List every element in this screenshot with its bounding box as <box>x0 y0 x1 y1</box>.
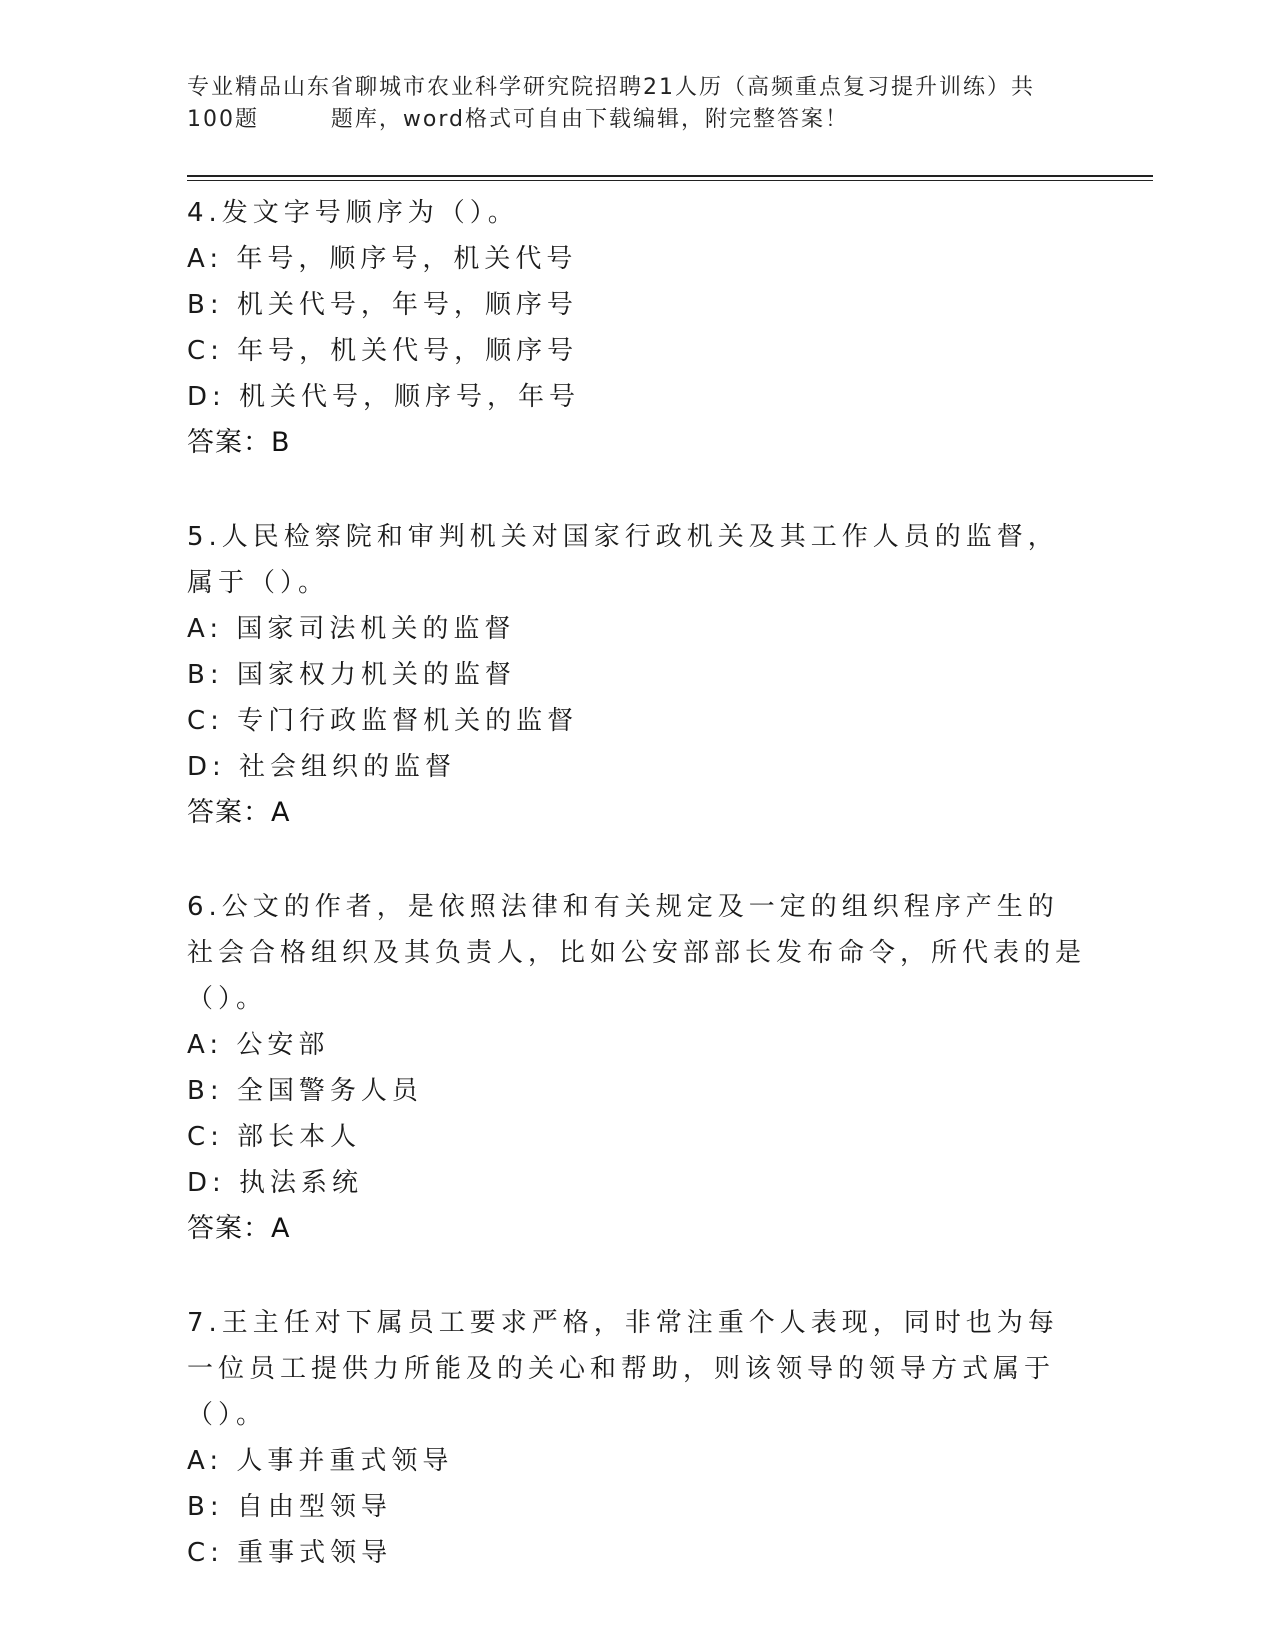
answer-line: 答案：A <box>187 1213 291 1244</box>
question-6 <box>187 884 1087 1252</box>
answer-line: 答案：A <box>187 797 291 828</box>
question-stem: 7.王主任对下属员工要求严格，非常注重个人表现，同时也为每一位员工提供力所能及的关心和帮助，则该领导的领导方式属于（）。 <box>187 1308 1059 1430</box>
document-header <box>187 72 1087 136</box>
option-a: A: 公安部 <box>187 1030 330 1060</box>
option-a: A: 国家司法机关的监督 <box>187 614 516 644</box>
question-list <box>187 190 1087 1624</box>
question-5 <box>187 514 1087 836</box>
option-c: C: 年号，机关代号，顺序号 <box>187 336 579 366</box>
option-c: C: 部长本人 <box>187 1122 362 1152</box>
header-title-line-2: 100题 题库，word格式可自由下载编辑，附完整答案！ <box>187 107 850 132</box>
question-stem: 6.公文的作者，是依照法律和有关规定及一定的组织程序产生的社会合格组织及其负责人，比如公安部部长发布命令，所代表的是（）。 <box>187 892 1087 1014</box>
option-a: A: 人事并重式领导 <box>187 1446 454 1476</box>
option-c: C: 专门行政监督机关的监督 <box>187 706 579 736</box>
answer-line: 答案：B <box>187 427 291 458</box>
question-stem: 4.发文字号顺序为（）。 <box>187 198 519 228</box>
question-stem: 5.人民检察院和审判机关对国家行政机关及其工作人员的监督，属于（）。 <box>187 522 1059 598</box>
header-divider-thin <box>187 180 1153 181</box>
option-b: B: 国家权力机关的监督 <box>187 660 516 690</box>
option-d: D: 执法系统 <box>187 1168 364 1198</box>
option-d: D: 社会组织的监督 <box>187 752 457 782</box>
header-divider-thick <box>187 175 1153 177</box>
question-7 <box>187 1300 1087 1576</box>
header-title-line-1: 专业精品山东省聊城市农业科学研究院招聘21人历（高频重点复习提升训练）共 <box>187 75 1035 100</box>
option-b: B: 自由型领导 <box>187 1492 392 1522</box>
option-a: A: 年号，顺序号，机关代号 <box>187 244 578 274</box>
option-b: B: 机关代号，年号，顺序号 <box>187 290 578 320</box>
option-c: C: 重事式领导 <box>187 1538 393 1568</box>
option-d: D: 机关代号，顺序号，年号 <box>187 382 581 412</box>
option-b: B: 全国警务人员 <box>187 1076 423 1106</box>
question-4 <box>187 190 1087 466</box>
